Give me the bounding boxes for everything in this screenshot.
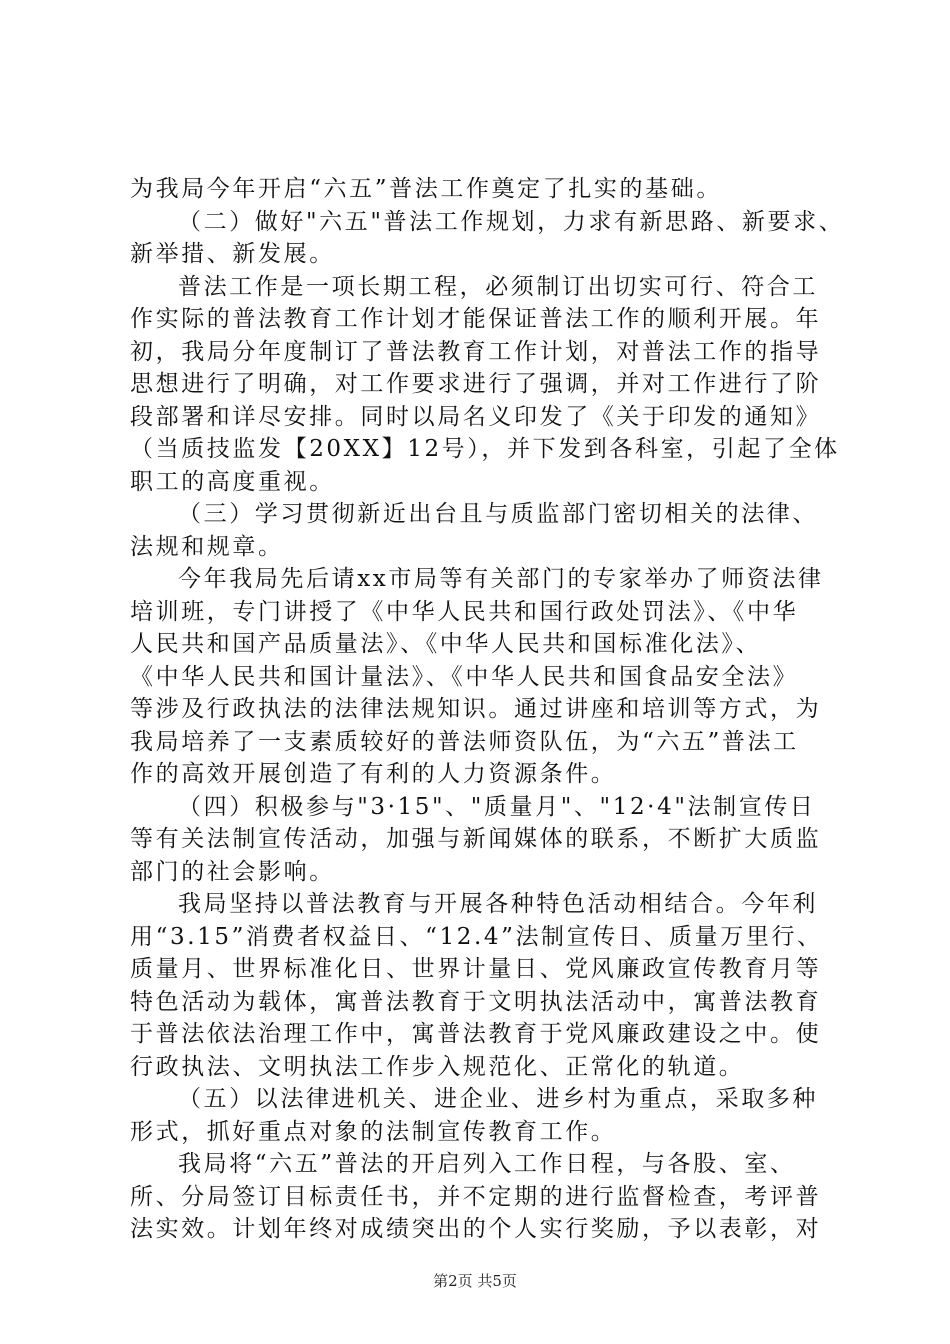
text-line: 等涉及行政执法的法律法规知识。通过讲座和培训等方式，为 xyxy=(130,696,822,722)
text-line: 所、分局签订目标责任书，并不定期的进行监督检查，考评普 xyxy=(130,1183,822,1210)
section-heading-line: 新举措、新发展。 xyxy=(130,241,335,267)
page-number-footer: 第2页 共5页 xyxy=(433,1272,517,1290)
text-line: 作实际的普法教育工作计划才能保证普法工作的顺利开展。年 xyxy=(130,306,822,332)
text-line: 思想进行了明确，对工作要求进行了强调，并对工作进行了阶 xyxy=(130,371,822,397)
text-line: 普法工作是一项长期工程，必须制订出切实可行、符合工 xyxy=(178,273,818,300)
text-line: 我局将“六五”普法的开启列入工作日程，与各股、室、 xyxy=(178,1151,796,1177)
text-line: 段部署和详尽安排。同时以局名义印发了《关于印发的通知》 xyxy=(130,403,822,430)
text-line: 用“3.15”消费者权益日、“12.4”法制宣传日、质量万里行、 xyxy=(130,923,823,950)
text-line: 质量月、世界标准化日、世界计量日、党风廉政宣传教育月等 xyxy=(130,956,822,982)
section-heading-line: （二）做好"六五"普法工作规划，力求有新思路、新要求、 xyxy=(178,208,845,235)
section-heading-line: （五）以法律进机关、进企业、进乡村为重点，采取多种 xyxy=(178,1086,818,1112)
text-line: 作的高效开展创造了有利的人力资源条件。 xyxy=(130,761,617,787)
section-heading-line: （三）学习贯彻新近出台且与质监部门密切相关的法律、 xyxy=(178,501,818,527)
text-line: 行政执法、文明执法工作步入规范化、正常化的轨道。 xyxy=(130,1053,745,1080)
text-line: 于普法依法治理工作中，寓普法教育于党风廉政建设之中。使 xyxy=(130,1021,822,1047)
text-line: 初，我局分年度制订了普法教育工作计划，对普法工作的指导 xyxy=(130,338,822,365)
text-line: 法实效。计划年终对成绩突出的个人实行奖励，予以表彰，对 xyxy=(130,1216,822,1242)
section-heading-line: 部门的社会影响。 xyxy=(130,858,335,885)
text-line: （当质技监发【20XX】12号），并下发到各科室，引起了全体 xyxy=(130,436,840,462)
text-line: 我局坚持以普法教育与开展各种特色活动相结合。今年利 xyxy=(178,891,818,917)
text-line: 《中华人民共和国计量法》、《中华人民共和国食品安全法》 xyxy=(130,663,799,690)
text-line: 我局培养了一支素质较好的普法师资队伍，为“六五”普法工 xyxy=(130,728,799,755)
section-heading-line: 法规和规章。 xyxy=(130,533,284,560)
text-line: 职工的高度重视。 xyxy=(130,468,335,495)
section-heading-line: 形式，抓好重点对象的法制宣传教育工作。 xyxy=(130,1118,617,1145)
text-line: 培训班，专门讲授了《中华人民共和国行政处罚法》、《中华 xyxy=(130,598,799,625)
text-line: 为我局今年开启“六五”普法工作奠定了扎实的基础。 xyxy=(130,176,722,202)
section-heading-line: （四）积极参与"3·15"、"质量月"、"12·4"法制宣传日 xyxy=(178,793,816,820)
section-heading-line: 等有关法制宣传活动，加强与新闻媒体的联系，不断扩大质监 xyxy=(130,826,822,852)
text-line: 特色活动为载体，寓普法教育于文明执法活动中，寓普法教育 xyxy=(130,988,822,1015)
text-line: 今年我局先后请xx市局等有关部门的专家举办了师资法律 xyxy=(178,566,824,592)
text-line: 人民共和国产品质量法》、《中华人民共和国标准化法》、 xyxy=(130,631,762,657)
